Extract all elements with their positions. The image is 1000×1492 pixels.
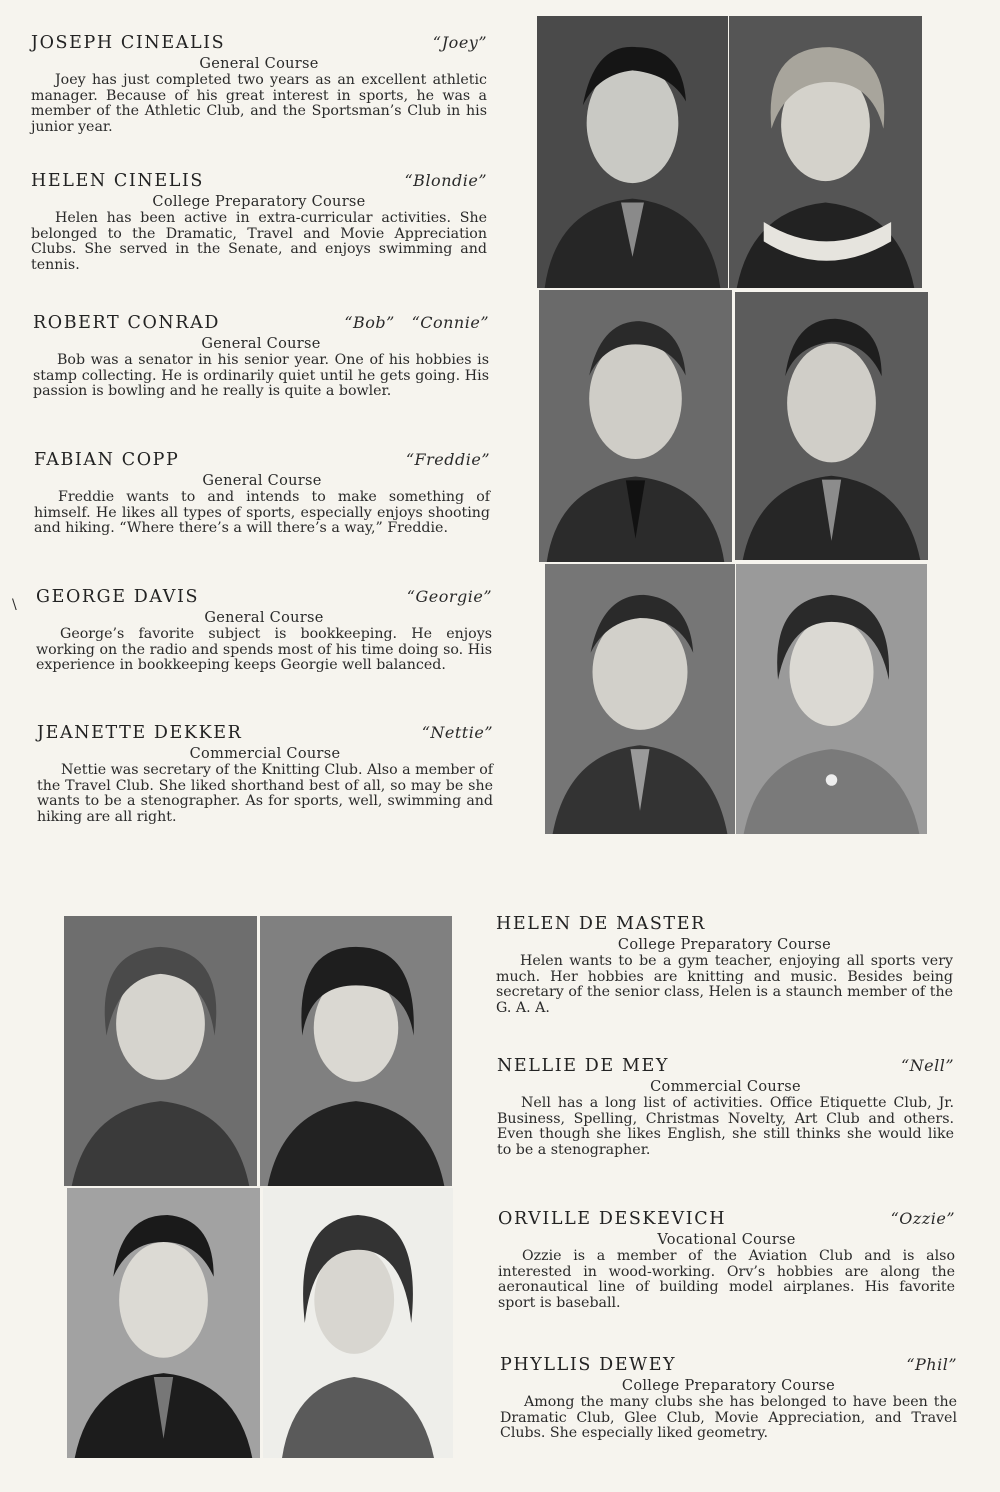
student-bio: Among the many clubs she has belonged to have been the Dramatic Club, Glee Club, Movie Appreciation, and Travel Clubs. She especially liked geometry.	[500, 1394, 957, 1442]
student-entry-jeanette-dekker	[37, 723, 493, 825]
student-nickname: “Georgie”	[406, 587, 492, 606]
student-course: Commercial Course	[650, 1079, 801, 1095]
student-course: College Preparatory Course	[617, 937, 832, 953]
portrait-photo-jeanette-dekker	[736, 564, 927, 834]
student-course: General Course	[201, 336, 321, 352]
portrait-photo-robert-conrad	[539, 290, 732, 562]
student-name: HELEN DE MASTER	[496, 914, 706, 934]
student-entry-george-davis	[36, 587, 492, 674]
student-course: Vocational Course	[657, 1232, 796, 1248]
student-course: General Course	[199, 56, 319, 72]
student-name: ROBERT CONRAD	[33, 313, 220, 333]
portrait-photo-phyllis-dewey	[263, 1188, 453, 1458]
student-nickname: “Bob” “Connie”	[344, 313, 489, 332]
student-name: FABIAN COPP	[34, 450, 180, 470]
student-bio: Nell has a long list of activities. Office Etiquette Club, Jr. Business, Spelling, Christmas Novelty, Art Club and others. Even though she likes English, she still thinks she would like to be a stenographer.	[497, 1095, 954, 1158]
student-course: General Course	[202, 473, 322, 489]
student-entry-helen-de-master	[496, 914, 953, 1016]
portrait-photo-orville-deskevich	[67, 1188, 260, 1458]
student-nickname: “Nell”	[900, 1056, 954, 1075]
student-course: Commercial Course	[189, 746, 341, 762]
student-nickname: “Blondie”	[404, 171, 487, 190]
student-nickname: “Joey”	[432, 33, 487, 52]
portrait-photo-helen-cinelis	[729, 16, 922, 288]
portrait-photo-fabian-copp	[735, 292, 928, 560]
portrait-photo-george-davis	[545, 564, 735, 834]
student-entry-fabian-copp	[34, 450, 490, 537]
student-name: GEORGE DAVIS	[36, 587, 200, 607]
student-entry-robert-conrad	[33, 313, 489, 400]
student-entry-orville-deskevich	[498, 1209, 955, 1311]
student-course: College Preparatory Course	[152, 194, 366, 210]
student-nickname: “Nettie”	[421, 723, 493, 742]
student-bio: Helen has been active in extra-curricular activities. She belonged to the Dramatic, Travel and Movie Appreciation Clubs. She served in the Senate, and enjoys swimming and tennis.	[31, 210, 487, 273]
student-bio: George’s favorite subject is bookkeeping. He enjoys working on the radio and spends most of his time doing so. His experience in bookkeeping keeps Georgie well balanced.	[36, 626, 492, 674]
margin-mark: \	[12, 597, 17, 613]
student-bio: Bob was a senator in his senior year. One of his hobbies is stamp collecting. He is ordinarily quiet until he gets going. His passion is bowling and he really is quite a bowler.	[33, 352, 489, 400]
student-name: NELLIE DE MEY	[497, 1056, 669, 1076]
student-name: JEANETTE DEKKER	[37, 723, 243, 743]
portrait-photo-nellie-de-mey	[260, 916, 452, 1186]
student-entry-nellie-de-mey	[497, 1056, 954, 1158]
portrait-photo-helen-de-master	[64, 916, 257, 1186]
student-entry-helen-cinelis	[31, 171, 487, 273]
student-bio: Joey has just completed two years as an excellent athletic manager. Because of his great interest in sports, he was a member of the Athletic Club, and the Sportsman’s Club in his junior year.	[31, 72, 487, 135]
student-course: College Preparatory Course	[621, 1378, 836, 1394]
student-name: ORVILLE DESKEVICH	[498, 1209, 727, 1229]
student-bio: Nettie was secretary of the Knitting Club. Also a member of the Travel Club. She liked shorthand best of all, so may be she wants to be a stenographer. As for sports, well, swimming and hiking are all right.	[37, 762, 493, 825]
student-course: General Course	[204, 610, 324, 626]
student-name: JOSEPH CINEALIS	[31, 33, 226, 53]
student-entry-joseph-cinealis	[31, 33, 487, 135]
student-bio: Ozzie is a member of the Aviation Club and is also interested in wood-working. Orv’s hobbies are along the aeronautical line of building model airplanes. His favorite sport is baseball.	[498, 1248, 955, 1311]
student-nickname: “Phil”	[906, 1355, 957, 1374]
student-name: HELEN CINELIS	[31, 171, 205, 191]
student-nickname: “Freddie”	[405, 450, 490, 469]
student-bio: Helen wants to be a gym teacher, enjoying all sports very much. Her hobbies are knitting and music. Besides being secretary of the senior class, Helen is a staunch member of the G. A. A.	[496, 953, 953, 1016]
student-name: PHYLLIS DEWEY	[500, 1355, 677, 1375]
student-bio: Freddie wants to and intends to make something of himself. He likes all types of sports, especially enjoys shooting and hiking. “Where there’s a will there’s a way,” Freddie.	[34, 489, 490, 537]
student-nickname: “Ozzie”	[890, 1209, 955, 1228]
student-entry-phyllis-dewey	[500, 1355, 957, 1442]
portrait-photo-joseph-cinealis	[537, 16, 728, 288]
